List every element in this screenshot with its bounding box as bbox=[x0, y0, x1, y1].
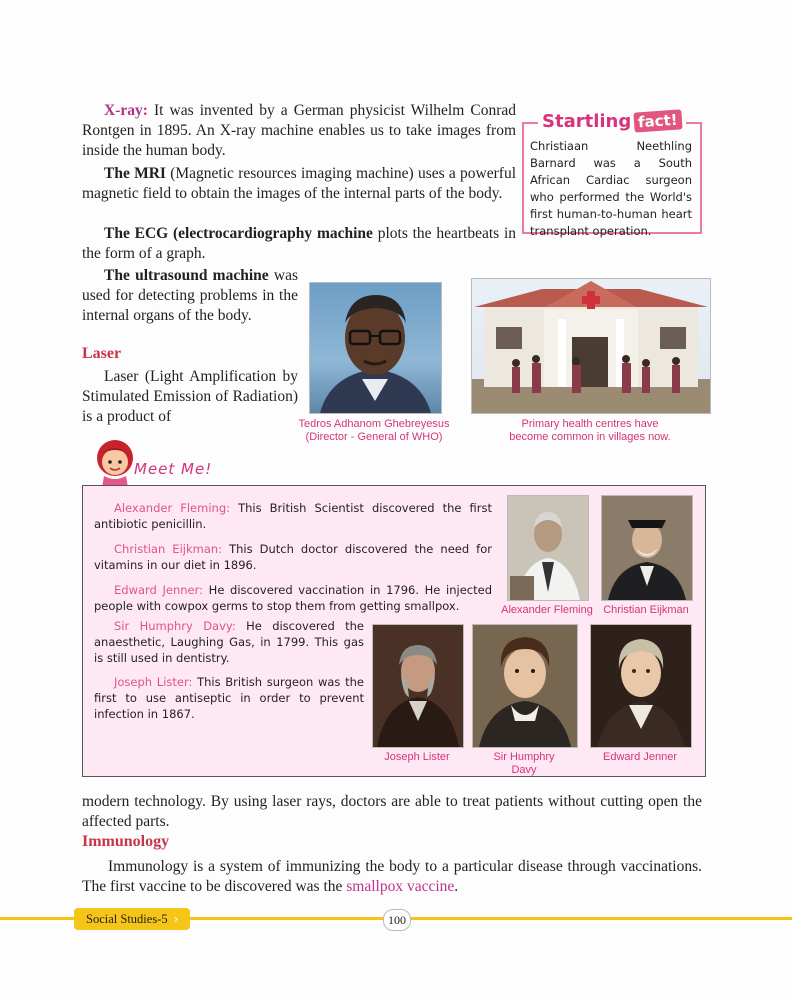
eijkman-portrait-icon bbox=[602, 496, 692, 600]
ecg-paragraph bbox=[82, 224, 516, 264]
xray-label: X-ray: bbox=[104, 102, 148, 119]
tedros-caption-line2: (Director - General of WHO) bbox=[305, 431, 443, 443]
tedros-caption-line1: Tedros Adhanom Ghebreyesus bbox=[298, 418, 450, 430]
fleming-caption: Alexander Fleming bbox=[501, 604, 593, 616]
mri-paragraph bbox=[82, 164, 516, 204]
mascot-girl bbox=[92, 438, 138, 488]
bio-eijkman-text: This Dutch doctor discovered the need for vitamins in our diet in 1896. bbox=[94, 542, 492, 572]
bio-lister bbox=[94, 674, 364, 722]
davy-portrait bbox=[472, 624, 578, 748]
startling-fact-text: Christiaan Neethling Barnard was a South African Cardiac surgeon who performed the World's first human-to-human heart transplant operation. bbox=[530, 139, 692, 238]
davy-portrait-icon bbox=[473, 625, 577, 747]
immunology-heading: Immunology bbox=[82, 833, 170, 850]
smallpox-vaccine-highlight: smallpox vaccine bbox=[346, 878, 455, 895]
bio-eijkman-name: Christian Eijkman: bbox=[114, 542, 223, 556]
tedros-photo bbox=[309, 282, 442, 414]
health-centre-photo bbox=[471, 278, 711, 414]
davy-caption-line1: Sir Humphry bbox=[493, 751, 555, 763]
ultrasound-text: was used for detecting problems in the internal organs of the body. bbox=[82, 267, 299, 324]
footer-book-title: Social Studies-5 bbox=[86, 911, 168, 926]
laser-paragraph: Laser (Light Amplification by Stimulated Emission of Radiation) is a product of bbox=[82, 368, 298, 425]
ultrasound-label: The ultrasound machine bbox=[104, 267, 269, 284]
davy-caption-line2: Davy bbox=[511, 764, 537, 776]
fact-badge: fact! bbox=[634, 109, 683, 132]
footer-page-number: 100 bbox=[383, 909, 411, 931]
bio-eijkman bbox=[94, 541, 492, 573]
fleming-portrait bbox=[507, 495, 589, 601]
bio-fleming-text: This British Scientist discovered the first antibiotic penicillin. bbox=[94, 501, 493, 531]
bio-jenner-text: He discovered vaccination in 1796. He injected people with cowpox germs to stop them from getting smallpox. bbox=[94, 583, 492, 613]
tedros-caption bbox=[288, 418, 460, 444]
bio-davy bbox=[94, 618, 364, 666]
bio-lister-name: Joseph Lister: bbox=[114, 675, 193, 689]
bio-davy-text: He discovered the anaesthetic, Laughing Gas, in 1799. This gas is still used in dentistry. bbox=[94, 619, 364, 665]
immunology-text: Immunology is a system of immunizing the body to a particular disease through vaccinations. The first vaccine to be discovered was the bbox=[82, 858, 702, 895]
bio-lister-text: This British surgeon was the first to use antiseptic in order to prevent infection in 1867. bbox=[94, 675, 364, 721]
immunology-end: . bbox=[454, 878, 459, 895]
ecg-text: plots the heartbeats in the form of a graph. bbox=[82, 225, 517, 262]
meet-text-top bbox=[94, 500, 492, 614]
startling-word: Startling bbox=[542, 110, 632, 132]
meet-me-title: Meet Me! bbox=[134, 460, 213, 478]
laser-heading: Laser bbox=[82, 345, 122, 362]
bio-jenner bbox=[94, 582, 492, 614]
lister-portrait-icon bbox=[373, 625, 463, 747]
mri-label: The MRI bbox=[104, 165, 166, 182]
ultrasound-paragraph bbox=[82, 266, 298, 326]
health-centre-building-icon bbox=[472, 279, 710, 413]
jenner-caption: Edward Jenner bbox=[603, 751, 677, 763]
jenner-portrait bbox=[590, 624, 692, 748]
health-centre-caption bbox=[480, 418, 700, 444]
mri-text: (Magnetic resources imaging machine) uses a powerful magnetic field to obtain the images of the internal parts of the body. bbox=[82, 165, 517, 202]
footer-book-tab bbox=[74, 908, 190, 930]
bio-jenner-name: Edward Jenner: bbox=[114, 583, 204, 597]
meet-text-bottom bbox=[94, 618, 364, 722]
startling-fact-title bbox=[538, 108, 686, 134]
xray-paragraph bbox=[82, 101, 516, 161]
laser-continued-paragraph: modern technology. By using laser rays, doctors are able to treat patients without cutting open the affected parts. bbox=[82, 793, 702, 830]
xray-text: It was invented by a German physicist Wilhelm Conrad Rontgen in 1895. An X-ray machine enables us to take images from inside the human body. bbox=[82, 102, 517, 159]
bio-fleming bbox=[94, 500, 492, 532]
immunology-paragraph bbox=[82, 857, 702, 897]
lister-caption: Joseph Lister bbox=[384, 751, 450, 763]
bio-davy-name: Sir Humphry Davy: bbox=[114, 619, 236, 633]
health-caption-line2: become common in villages now. bbox=[509, 431, 671, 443]
bio-fleming-name: Alexander Fleming: bbox=[114, 501, 230, 515]
lister-portrait bbox=[372, 624, 464, 748]
eijkman-portrait bbox=[601, 495, 693, 601]
health-caption-line1: Primary health centres have bbox=[521, 418, 659, 430]
footer-chevron-icon: › bbox=[173, 912, 179, 926]
jenner-portrait-icon bbox=[591, 625, 691, 747]
davy-caption bbox=[472, 751, 576, 777]
eijkman-caption: Christian Eijkman bbox=[603, 604, 689, 616]
ecg-label: The ECG (electrocardiography machine bbox=[104, 225, 373, 242]
girl-mascot-icon bbox=[92, 438, 138, 488]
fleming-portrait-icon bbox=[508, 496, 588, 600]
tedros-portrait-icon bbox=[310, 283, 441, 413]
